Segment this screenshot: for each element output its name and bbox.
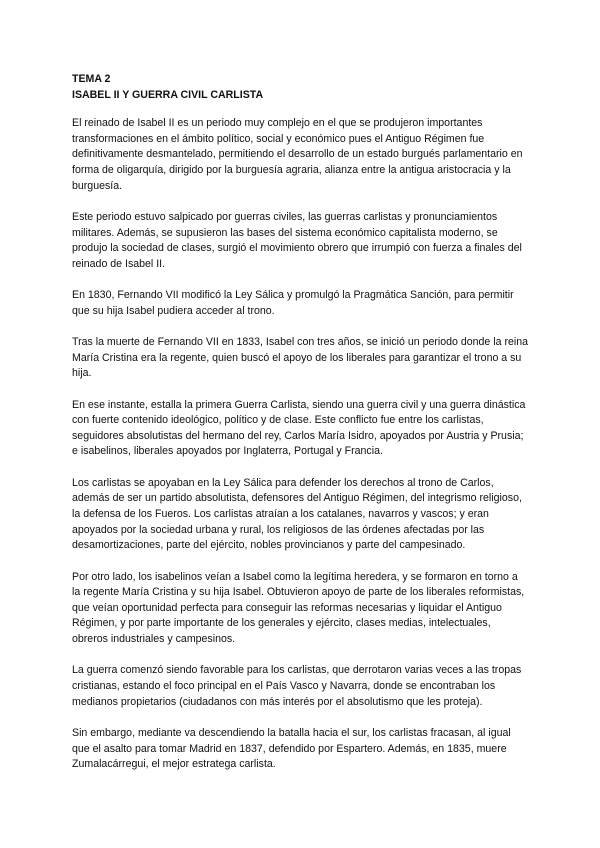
paragraph-carlists: Los carlistas se apoyaban en la Ley Sálica para defender los derechos al trono de Carlos, además de ser un partido absolutista, defensores del Antiguo Régimen, del integrismo religioso, la defensa de los Fueros. Los carlistas atraían a los catalanes, navarros y vascos; y eran apoyados por la sociedad urbana y rural, los religiosos de las órdenes afectadas por las desamortizaciones, parte del ejército, nobles provincianos y parte del campesinado. [72,476,522,552]
paragraph-1833: Tras la muerte de Fernando VII en 1833, Isabel con tres años, se inició un periodo donde la reina María Cristina era la regente, quien buscó el apoyo de los liberales para garantizar el trono a su hija. [72,336,529,380]
paragraph-period: Este periodo estuvo salpicado por guerras civiles, las guerras carlistas y pronunciamientos militares. Además, se supusieron las bases del sistema económico capitalista moderno, se produjo la sociedad de clases, surgió el movimiento obrero que irrumpió con fuerza a finales del reinado de Isabel II. [72,210,522,270]
paragraph-intro: El reinado de Isabel II es un periodo muy complejo en el que se produjeron importantes transformaciones en el ámbito político, social y económico pues el Antiguo Régimen fue definitivamente desmantelado, permitiendo el desarrollo de un estado burgués parlamentario en forma de oligarquía, dirigido por la burguesía agraria, alianza entre la antigua aristocracia y la burguesía. [72,117,523,192]
topic-heading: TEMA 2 [72,73,111,85]
paragraph-isabelinos: Por otro lado, los isabelinos veían a Isabel como la legítima heredera, y se formaron en torno a la regente María Cristina y su hija Isabel. Obtuvieron apoyo de parte de los liberales reformistas, que veían oportunidad perfecta para conseguir las reformas necesarias y liquidar el Antiguo Régimen, y por parte importante de los generales y ejército, clases medias, intelectuales, obreros industriales y campesinos. [72,570,525,645]
paragraph-war-start: La guerra comenzó siendo favorable para los carlistas, que derrotaron varias veces a las tropas cristianas, estando el foco principal en el País Vasco y Navarra, donde se encontraban los medianos propietarios (ciudadanos con más interés por el absolutismo que les proteja). [72,664,522,708]
paragraph-1830: En 1830, Fernando VII modificó la Ley Sálica y promulgó la Pragmática Sanción, para permitir que su hija Isabel pudiera acceder al trono. [72,289,514,317]
document-title: ISABEL II Y GUERRA CIVIL CARLISTA [72,88,264,101]
paragraph-first-war: En ese instante, estalla la primera Guerra Carlista, siendo una guerra civil y una guerra dinástica con fuerte contenido ideológico, político y de clase. Este conflicto fue entre los carlistas, seguidores absolutistas del hermano del rey, Carlos María Isidro, apoyados por Austria y Prusia; e isabelinos, liberales apoyados por Inglaterra, Portugal y Francia. [72,398,526,458]
document-body [72,72,528,789]
document-heading [72,72,528,103]
paragraph-war-south: Sin embargo, mediante va descendiendo la batalla hacia el sur, los carlistas fracasan, al igual que el asalto para tomar Madrid en 1837, defendido por Espartero. Además, en 1835, muere Zumalacárregui, el mejor estratega carlista. [72,726,511,771]
